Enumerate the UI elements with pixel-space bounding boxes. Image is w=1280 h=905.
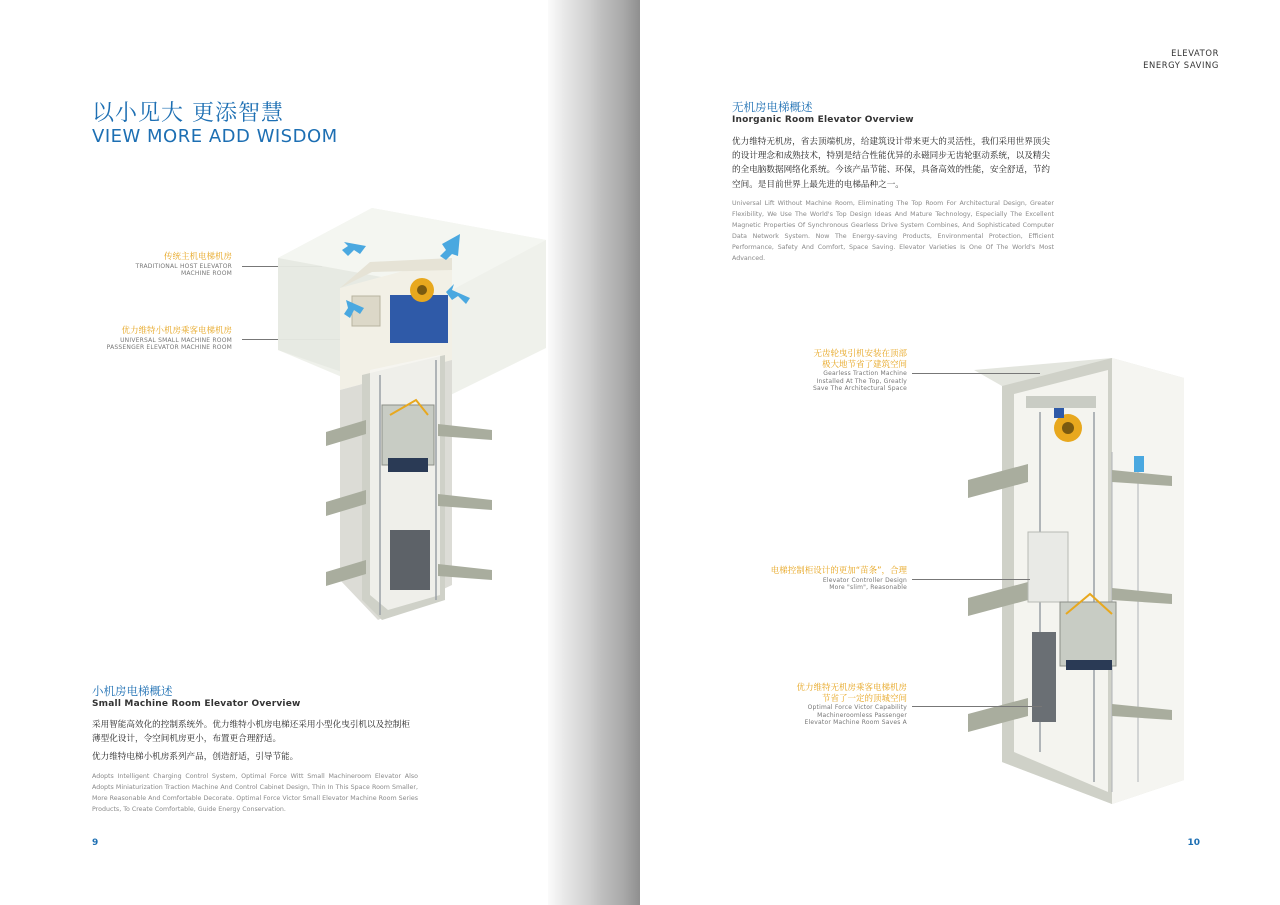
- callout-en: Elevator Machine Room Saves A: [804, 719, 907, 727]
- section-title-cn: 小机房电梯概述: [92, 684, 173, 698]
- section-title-cn: 无机房电梯概述: [732, 100, 813, 114]
- callout-en: MACHINE ROOM: [180, 270, 232, 278]
- section-body-cn: 采用智能高效化的控制系统外。优力维特小机房电梯还采用小型化曳引机以及控制柜薄型化设计，令空间机房更小，布置更合理舒适。: [92, 720, 410, 745]
- callout-en: Optimal Force Victor Capability: [807, 704, 907, 712]
- book-gutter-shadow: [548, 0, 640, 905]
- callout-cn: 优力维特无机房乘客电梯机房: [796, 683, 907, 693]
- corner-label-line: ENERGY SAVING: [1143, 60, 1219, 71]
- section-body-en: Adopts Intelligent Charging Control System, Optimal Force Witt Small Machineroom Elevator Also Adopts Miniaturization Traction Machine And Control Cabinet Design, Thin In This Space Room Smaller, More Reasonable And Comfortable Decorate. Optimal Force Victor Small Elevator Machine Room Series Products, To Create Comfortable, Guide Energy Conservation.: [92, 772, 418, 813]
- elevator-machine-roomless-illustration: [962, 352, 1196, 804]
- page-number: 10: [1187, 838, 1200, 848]
- callout-en: Machineroomless Passenger: [817, 711, 907, 719]
- section-body-cn: 优力维特电梯小机房系列产品，创造舒适，引导节能。: [92, 752, 299, 763]
- callout-en: More "slim", Reasonable: [829, 584, 907, 592]
- leader-line: [912, 373, 1040, 374]
- corner-label-line: ELEVATOR: [1171, 48, 1219, 58]
- callout-en: Gearless Traction Machine: [823, 370, 907, 378]
- hero-title-cn: 以小见大 更添智慧: [92, 101, 284, 126]
- callout-en: Installed At The Top, Greatly: [816, 377, 907, 385]
- callout-cn: 传统主机电梯机房: [163, 252, 232, 262]
- section-machine-roomless: [732, 99, 1054, 264]
- right-page: [640, 0, 1280, 905]
- callout-cn: 极大地节省了建筑空间: [821, 359, 907, 370]
- callout-small-machine-room: [107, 326, 232, 352]
- callout-cn: 电梯控制柜设计的更加“苗条”，合理: [770, 566, 907, 576]
- section-body-en: Universal Lift Without Machine Room, Eliminating The Top Room For Architectural Design, Greater Flexibility, We Use The World's Top Design Ideas And Mature Technology, Especially The Excellent Magnetic Properties Of Synchronous Gearless Drive System Combines, And Sophisticated Computer Data Network System. Now The Energy-saving Products, Environmental Protection, Efficient Performance, Safety And Comfort, Space Saving. Elevator Varieties Is One Of The World's Most Advanced.: [732, 199, 1054, 262]
- callout-traditional-machine-room: [135, 252, 232, 278]
- callout-roomless-passenger: [796, 683, 907, 727]
- callout-en: UNIVERSAL SMALL MACHINE ROOM: [120, 336, 232, 344]
- callout-cn: 优力维特小机房乘客电梯机房: [121, 326, 232, 336]
- left-page: [0, 0, 548, 905]
- section-title-en: Small Machine Room Elevator Overview: [92, 699, 301, 709]
- callout-controller-cabinet: [771, 566, 907, 592]
- section-title-en: Inorganic Room Elevator Overview: [732, 115, 914, 125]
- section-body-cn: 优力维特无机房，省去顶端机房，给建筑设计带来更大的灵活性，我们采用世界顶尖的设计理念和成熟技术，特别是结合性能优异的永磁同步无齿轮驱动系统，以及精尖的全电脑数据网络化系统。今该产品节能、环保，具备高效的性能，安全舒适，节约空间。是目前世界上最先进的电梯品种之一。: [732, 137, 1050, 190]
- leader-line: [912, 579, 1030, 580]
- callout-gearless-traction-machine: [813, 349, 907, 393]
- callout-cn: 无齿轮曳引机安装在顶部: [813, 349, 907, 359]
- callout-en: Elevator Controller Design: [822, 576, 907, 584]
- hero-title-en: VIEW MORE ADD WISDOM: [92, 126, 338, 147]
- callout-en: PASSENGER ELEVATOR MACHINE ROOM: [106, 344, 232, 352]
- callout-cn: 节省了一定的顶城空间: [821, 693, 907, 704]
- callout-en: TRADITIONAL HOST ELEVATOR: [135, 262, 232, 270]
- section-small-machine-room: [92, 683, 418, 815]
- callout-en: Save The Architectural Space: [812, 385, 907, 393]
- page-number: 9: [92, 838, 99, 848]
- leader-line: [912, 706, 1042, 707]
- elevator-small-machine-room-illustration: [270, 200, 548, 640]
- corner-label: [1143, 47, 1219, 71]
